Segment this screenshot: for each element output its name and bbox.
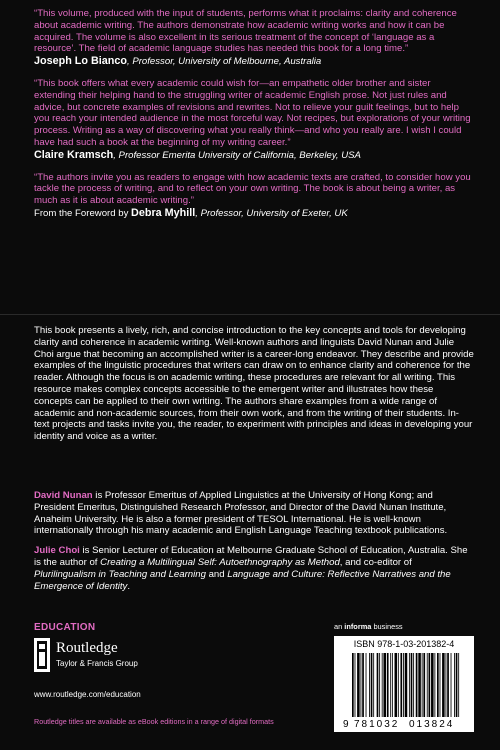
endorsements — [34, 8, 474, 230]
routledge-logo-icon — [34, 638, 50, 672]
endorser-role-1: , Professor, University of Melbourne, Australia — [127, 56, 322, 68]
barcode-bar — [352, 653, 354, 717]
barcode-bar — [413, 653, 414, 717]
book-title-1: Creating a Multilingual Self: Autoethnography as Method — [100, 556, 340, 568]
barcode-bar — [405, 653, 408, 717]
barcode-bar — [387, 653, 389, 717]
barcode-bar — [403, 653, 404, 717]
publisher-name: Routledge — [56, 640, 118, 656]
barcode-digits-left: 781032 — [354, 719, 400, 729]
author-bio-1 — [34, 490, 474, 537]
barcode-bar — [357, 653, 360, 717]
barcode-bar — [416, 653, 418, 717]
barcode-bar — [390, 653, 391, 717]
endorser-name-3: Debra Myhill — [131, 206, 196, 219]
author-bio-text-2b: , and co-editor of — [339, 556, 412, 568]
endorser-name-1: Joseph Lo Bianco — [34, 55, 127, 68]
endorsement-quote-3: “The authors invite you as readers to engage with how academic texts are crafted, to consider how you tackle the process of writing, and to reflect on your own writing. The book is about being a writer, as much as it is about academic writing.” — [34, 171, 471, 207]
endorsement-quote-1: “This volume, produced with the input of students, performs what it proclaims: clarity and coherence about academic writing. The authors demonstrate how academic writing works and how it can be acquired. The volume is also excellent in its serious treatment of the concept of ‘language as a resource’. The field of academic language studies has needed this book for a long time.” — [34, 8, 457, 55]
barcode-bar — [361, 653, 362, 717]
publisher-url[interactable]: www.routledge.com/education — [34, 690, 141, 699]
informa-prefix: an — [334, 622, 345, 631]
section-divider — [0, 314, 500, 315]
ebook-note: Routledge titles are available as eBook editions in a range of digital formats — [34, 717, 274, 726]
barcode-bar — [437, 653, 439, 717]
publisher-block — [34, 638, 234, 678]
barcode-bar — [418, 653, 421, 717]
endorser-role-2: , Professor Emerita University of California, Berkeley, USA — [113, 149, 361, 161]
barcode-bar — [373, 653, 374, 717]
barcode-box — [334, 636, 474, 732]
endorsement-attribution-1 — [34, 56, 474, 68]
barcode-bar — [442, 653, 445, 717]
author-name-2: Julie Choi — [34, 545, 80, 557]
barcode-bar — [398, 653, 399, 717]
barcode-digits-right: 013824 — [409, 719, 455, 729]
author-bio-text-2d: . — [127, 580, 130, 592]
barcode-bar — [392, 653, 393, 717]
book-description: This book presents a lively, rich, and concise introduction to the key concepts and tools for developing clarity and coherence in academic writing. Well-known authors and linguists David Nunan and Julie Choi argue that becoming an accomplished writer is a career-long endeavor. They describe and provide examples of the linguistic procedures that writers can draw on to enhance clarity and coherence for the reader. Although the focus is on academic writing, these procedures are relevant for all writing. This resource makes complex concepts accessible to the emergent writer and illustrates how these concepts can be applied to their own writing. The authors share examples from a wide range of academic and non-academic sources, from their own work, and from the writing of their students. In-text projects and tasks invite you, the reader, to experiment with principles and ideas in developing your identity and voice as a writer. — [34, 325, 474, 443]
author-bio-text-1: is Professor Emeritus of Applied Linguistics at the University of Hong Kong; and President Emeritus, Distinguished Research Professor, and Director of the David Nunan Institute, Anaheim University. He is also a former president of TESOL International. He is well-known internationally through his many academic and English Language Teaching textbook publications. — [34, 490, 448, 537]
barcode-bar — [411, 653, 413, 717]
informa-tagline — [334, 622, 403, 631]
barcode-bar — [446, 653, 447, 717]
barcode-bar — [379, 653, 380, 717]
barcode-bar — [377, 653, 379, 717]
barcode-bar — [371, 653, 373, 717]
endorsement-attribution-3 — [34, 208, 474, 220]
barcode-bar — [456, 653, 458, 717]
barcode-bar — [383, 653, 386, 717]
barcode-bar — [422, 653, 423, 717]
barcode-bar — [429, 653, 431, 717]
author-name-1: David Nunan — [34, 490, 93, 501]
barcode-bar — [369, 653, 370, 717]
barcode-bar — [355, 653, 356, 717]
barcode-digit-lead: 9 — [343, 719, 349, 729]
barcode-bar — [400, 653, 402, 717]
barcode-bar — [362, 653, 364, 717]
publisher-group: Taylor & Francis Group — [56, 659, 138, 668]
endorser-role-3: , Professor, University of Exeter, UK — [195, 207, 348, 219]
foreword-prefix: From the Foreword by — [34, 207, 132, 219]
barcode-bar — [431, 653, 434, 717]
barcode-bar — [458, 653, 459, 717]
barcode-bar — [454, 653, 455, 717]
book-title-3: Language and Culture: Reflective Narratives and the Emergence of Identity — [34, 568, 451, 592]
barcode-bar — [423, 653, 425, 717]
author-bios — [34, 490, 474, 600]
subject-category: EDUCATION — [34, 622, 96, 633]
barcode-bar — [427, 653, 428, 717]
author-bio-text-2a: is Senior Lecturer of Education at Melbourne Graduate School of Education, Australia. She is the author of — [34, 545, 468, 568]
barcode-bars — [352, 653, 459, 717]
barcode-bar — [440, 653, 441, 717]
book-title-2: Plurilingualism in Teaching and Learning — [34, 568, 206, 580]
barcode-bar — [395, 653, 398, 717]
author-bio-2 — [34, 545, 474, 592]
informa-brand: informa — [344, 622, 372, 631]
author-bio-text-2c: and — [205, 568, 228, 580]
barcode-bar — [434, 653, 435, 717]
barcode-bar — [451, 653, 452, 717]
barcode-bar — [382, 653, 383, 717]
barcode-bar — [447, 653, 449, 717]
informa-suffix: business — [371, 622, 403, 631]
barcode-bar — [366, 653, 367, 717]
barcode — [342, 653, 466, 729]
endorsement-quote-2: “This book offers what every academic could wish for—an empathetic older brother and sister extending their helping hand to the struggling writer of academic English prose. Not just rules and advice, but concrete examples of revisions and rewrites. Not to relieve your guilt feelings, but to help you reach your intended audience in the most forceful way. Not recipes, but explorations of your writing process. Writing as a way of discovering what you really think—and who you really are. I wish I could have had such a book at the beginning of my writing career.” — [34, 77, 471, 148]
endorsement-attribution-2 — [34, 150, 474, 162]
barcode-bar — [409, 653, 410, 717]
isbn-label: ISBN 978-1-03-201382-4 — [353, 639, 455, 649]
endorser-name-2: Claire Kramsch — [34, 148, 114, 161]
